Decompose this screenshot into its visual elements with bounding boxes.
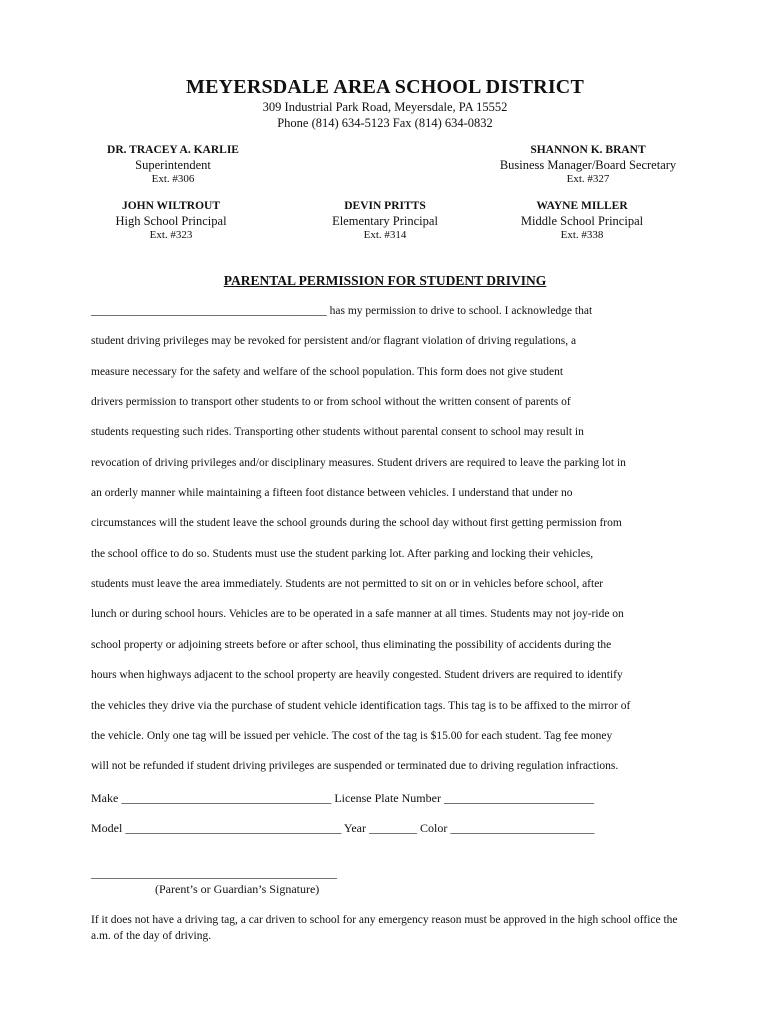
- staff-business-manager: [468, 143, 708, 187]
- body-line: the vehicle. Only one tag will be issued per vehicle. The cost of the tag is $15.00 for each student. Tag fee money: [91, 730, 613, 742]
- body-line: hours when highways adjacent to the school property are heavily congested. Student drivers are required to identify: [91, 669, 623, 681]
- staff-title: High School Principal: [115, 213, 227, 228]
- form-title: PARENTAL PERMISSION FOR STUDENT DRIVING: [223, 273, 547, 288]
- staff-high-school-principal: [51, 199, 291, 243]
- staff-title: Superintendent: [135, 157, 211, 172]
- body-line: the vehicles they drive via the purchase of student vehicle identification tags. This tag is to be affixed to the mirror of: [91, 700, 631, 712]
- district-address: 309 Industrial Park Road, Meyersdale, PA 15552: [262, 100, 508, 114]
- body-line: student driving privileges may be revoked for persistent and/or flagrant violation of driving regulations, a: [91, 335, 577, 347]
- body-line: lunch or during school hours. Vehicles are to be operated in a safe manner at all times. Students may not joy-ride on: [91, 608, 624, 620]
- staff-middle-school-principal: [462, 199, 702, 243]
- body-line: an orderly manner while maintaining a fifteen foot distance between vehicles. I understand that under no: [91, 487, 573, 499]
- staff-ext: Ext. #327: [566, 173, 610, 185]
- permission-line-student-name[interactable]: _________________________________________ has my permission to drive to school. I acknowledge that: [91, 305, 593, 317]
- body-line: revocation of driving privileges and/or disciplinary measures. Student drivers are required to leave the parking lot in: [91, 457, 626, 469]
- body-line: students requesting such rides. Transporting other students without parental consent to school may result in: [91, 426, 584, 438]
- district-phone-fax: Phone (814) 634-5123 Fax (814) 634-0832: [277, 116, 493, 130]
- signature-label: (Parent’s or Guardian’s Signature): [155, 882, 320, 896]
- staff-title: Elementary Principal: [332, 213, 438, 228]
- district-name: MEYERSDALE AREA SCHOOL DISTRICT: [186, 76, 584, 98]
- body-line: the school office to do so. Students must use the student parking lot. After parking and locking their vehicles,: [91, 548, 594, 560]
- staff-superintendent: [53, 143, 293, 187]
- staff-name: DEVIN PRITTS: [344, 200, 426, 212]
- staff-ext: Ext. #323: [149, 229, 193, 241]
- staff-name: SHANNON K. BRANT: [530, 144, 646, 156]
- emergency-note: If it does not have a driving tag, a car driven to school for any emergency reason must be approved in the high school office the a.m. of the day of driving.: [91, 914, 678, 942]
- staff-title: Middle School Principal: [520, 213, 644, 228]
- body-line: students must leave the area immediately. Students are not permitted to sit on or in vehicles before school, after: [91, 578, 604, 590]
- body-line: will not be refunded if student driving privileges are suspended or terminated due to driving regulation infractions.: [91, 760, 619, 772]
- body-line: circumstances will the student leave the school grounds during the school day without first getting permission from: [91, 517, 622, 529]
- vehicle-make-plate-field[interactable]: Make ___________________________________ License Plate Number _________________________: [91, 791, 594, 805]
- body-line: drivers permission to transport other students to or from school without the written consent of parents of: [91, 396, 571, 408]
- staff-ext: Ext. #306: [151, 173, 195, 185]
- staff-title: Business Manager/Board Secretary: [499, 157, 677, 172]
- body-line: measure necessary for the safety and welfare of the school population. This form does not give student: [91, 366, 564, 378]
- staff-name: WAYNE MILLER: [536, 200, 628, 212]
- staff-name: DR. TRACEY A. KARLIE: [107, 144, 239, 156]
- staff-name: JOHN WILTROUT: [121, 200, 221, 212]
- staff-ext: Ext. #338: [560, 229, 604, 241]
- signature-line[interactable]: _________________________________________: [91, 866, 337, 880]
- vehicle-model-year-color-field[interactable]: Model ____________________________________ Year ________ Color ________________________: [91, 821, 595, 835]
- staff-ext: Ext. #314: [363, 229, 407, 241]
- body-line: school property or adjoining streets before or after school, thus eliminating the possibility of accidents during the: [91, 639, 612, 651]
